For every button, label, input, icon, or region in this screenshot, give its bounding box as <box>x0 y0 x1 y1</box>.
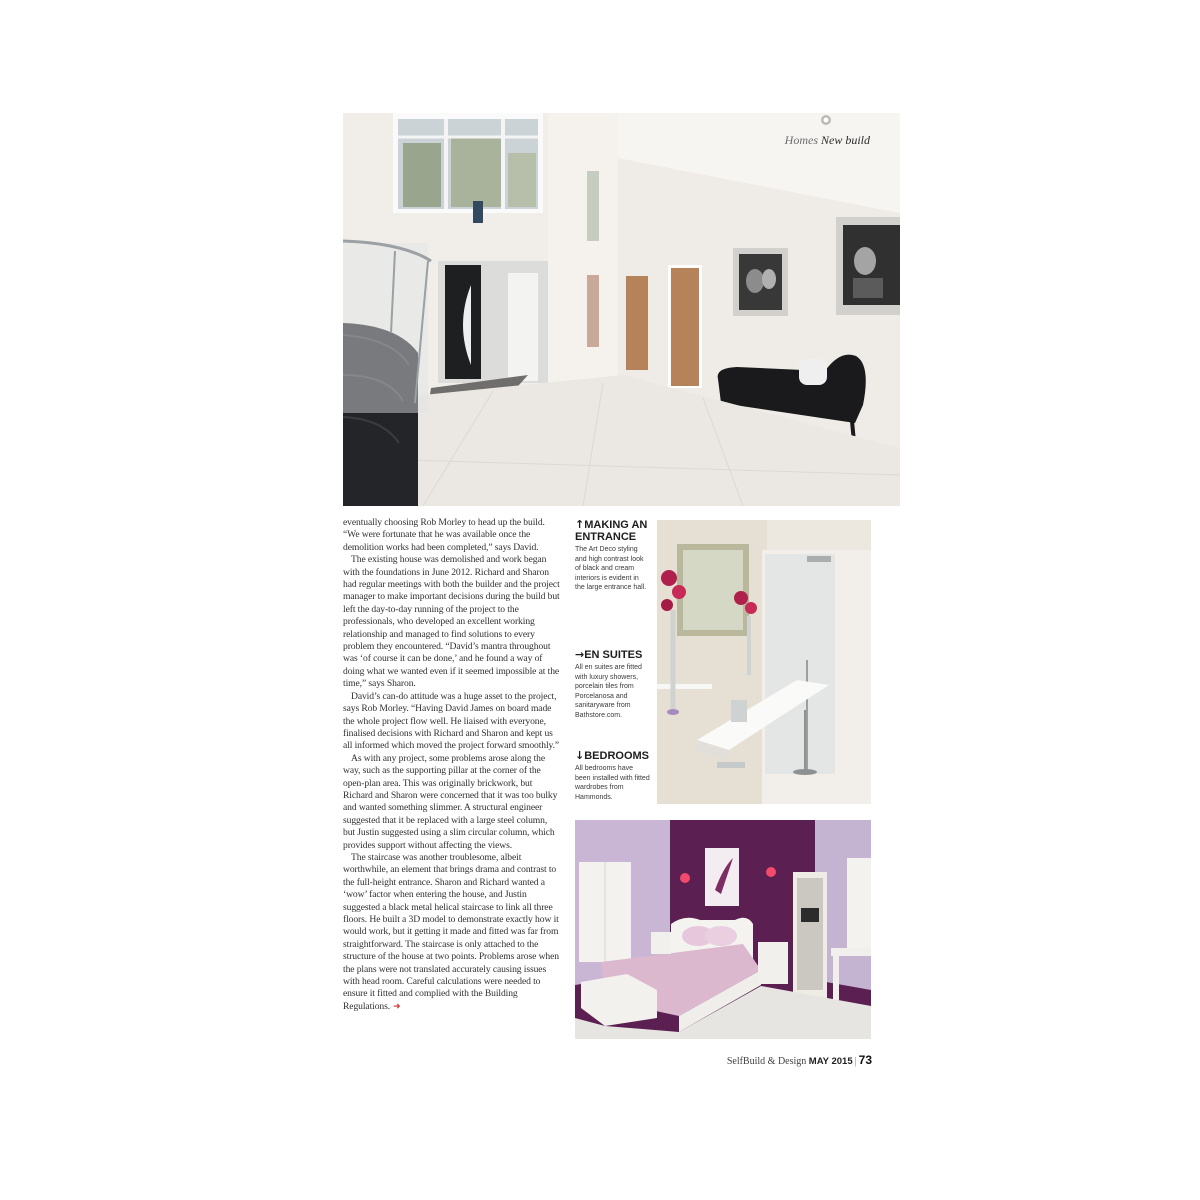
section-tag-primary: Homes <box>784 133 818 147</box>
continue-arrow-icon: ➜ <box>393 1001 401 1012</box>
arrow-down-icon: ↓ <box>575 749 585 762</box>
caption-title <box>575 649 650 661</box>
section-tag <box>785 133 870 148</box>
body-paragraph: David’s can-do attitude was a huge asset to the project, says Rob Morley. “Having David James on board made the whole project flow well. He liaised with everyone, finalised decisions with Richard and Sharon and kept us all informed which moved the project forward smoothly.” <box>343 690 560 752</box>
caption-title <box>575 519 650 543</box>
page-number: 73 <box>858 1053 872 1067</box>
photo-bedroom <box>575 820 871 1039</box>
photo-en-suite-bathroom <box>657 520 871 804</box>
arrow-up-icon: ↑ <box>575 518 585 531</box>
caption-making-an-entrance <box>575 519 650 593</box>
caption-title <box>575 750 650 762</box>
caption-bedrooms <box>575 750 650 802</box>
caption-title-text: EN SUITES <box>584 649 643 661</box>
caption-text: The Art Deco styling and high contrast look of black and cream interiors is evident in the large entrance hall. <box>575 546 647 592</box>
caption-text: All en suites are fitted with luxury showers, porcelain tiles from Porcelanosa and sanitaryware from Bathstore.com. <box>575 664 642 719</box>
body-paragraph: As with any project, some problems arose along the way, such as the supporting pillar at the corner of the open-plan area. This was originally brickwork, but Richard and Sharon were concerned that it was too bulky and wanted something slimmer. A structural engineer suggested that it be replaced with a large steel column, but Justin suggested using a slim circular column, which provides support without affecting the views. <box>343 752 558 851</box>
arrow-right-icon: → <box>575 648 585 661</box>
magazine-name: SelfBuild & Design <box>726 1056 807 1067</box>
caption-text: All bedrooms have been installed with fitted wardrobes from Hammonds. <box>575 765 650 801</box>
body-paragraph: The existing house was demolished and work began with the foundations in June 2012. Richard and Sharon had regular meetings with both the builder and the project manager to make important decisions during the build but left the day-to-day running of the project to the professionals, who developed an excellent working relationship and managed to find solutions to every problem they encountered. “David’s mantra throughout was ‘of course it can be done,’ and he found a way of doing what we wanted even if it seemed impossible at the time,” says Sharon. <box>343 554 560 690</box>
issue-date: MAY 2015 <box>808 1056 853 1067</box>
caption-title-text: BEDROOMS <box>584 750 649 762</box>
caption-en-suites <box>575 649 650 721</box>
body-paragraph-text: The staircase was another troublesome, albeit worthwhile, an element that brings drama and contrast to the full-height entrance. Sharon and Richard wanted a ‘wow’ factor when entering the house, and Justin suggested a black metal helical staircase to link all three floors. He built a 3D model to demonstrate exactly how it would work, but it getting it made and fitted was far from straightforward. The staircase is only attached to the structure of the house at two points. Problems arose when the plans were not translated accurately causing issues with head room. Careful calculations were needed to ensure it fitted and complied with the Building Regulations. <box>343 851 559 1012</box>
footer-separator: | <box>854 1056 857 1067</box>
article-body <box>343 517 561 1013</box>
caption-title-text: MAKING AN ENTRANCE <box>575 519 648 543</box>
page-footer <box>727 1053 872 1067</box>
body-paragraph: eventually choosing Rob Morley to head up the build. “We were fortunate that he was available once the demolition works had been completed,” says David. <box>343 517 545 553</box>
body-paragraph-last <box>343 852 561 1013</box>
hero-photo-entrance-hall <box>343 113 900 506</box>
section-tag-secondary: New build <box>820 133 870 147</box>
